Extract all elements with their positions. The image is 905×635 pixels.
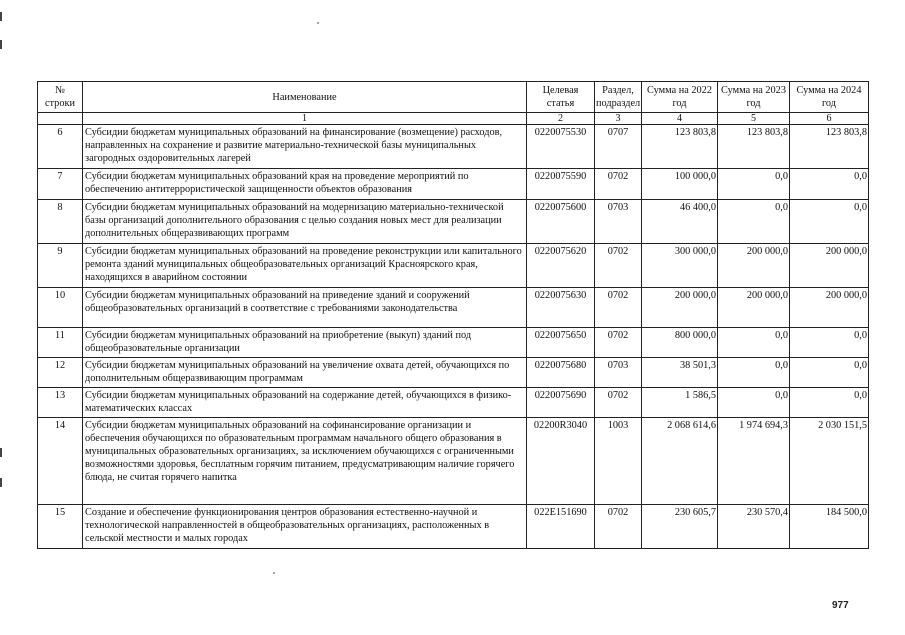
column-number: 1 (83, 113, 527, 125)
row-sum-2023: 0,0 (718, 388, 790, 418)
row-number: 13 (38, 388, 83, 418)
row-section: 0702 (595, 169, 642, 200)
row-sum-2023: 0,0 (718, 200, 790, 244)
row-section: 1003 (595, 418, 642, 505)
row-section: 0702 (595, 388, 642, 418)
row-sum-2024: 123 803,8 (790, 125, 869, 169)
header-row-no: № строки (38, 82, 83, 113)
row-sum-2022: 38 501,3 (642, 358, 718, 388)
row-number: 14 (38, 418, 83, 505)
scan-edge-mark (0, 448, 2, 457)
row-sum-2024: 184 500,0 (790, 505, 869, 549)
row-sum-2023: 200 000,0 (718, 288, 790, 328)
header-section: Раздел, подраздел (595, 82, 642, 113)
row-name: Субсидии бюджетам муниципальных образований на приведение зданий и сооружений общеобразовательных организаций в соответствие с требованиями законодательства (83, 288, 527, 328)
header-code: Целевая статья (527, 82, 595, 113)
row-name: Субсидии бюджетам муниципальных образований на содержание детей, обучающихся в физико-математических классах (83, 388, 527, 418)
header-sum-2023: Сумма на 2023 год (718, 82, 790, 113)
row-name: Субсидии бюджетам муниципальных образований на софинансирование организации и обеспечения обучающихся по образовательным программам начального общего образования в муниципальных образовательных организациях, за исключением обучающихся с ограниченными возможностями здоровья, бесплатным горячим питанием, предусматривающим наличие горячего блюда, не считая горячего напитка (83, 418, 527, 505)
scan-edge-mark (0, 40, 2, 49)
table-row (38, 244, 869, 288)
column-number: 2 (527, 113, 595, 125)
table-row (38, 418, 869, 505)
table-row (38, 125, 869, 169)
row-name: Субсидии бюджетам муниципальных образований на финансирование (возмещение) расходов, направленных на сохранение и развитие материально-технической базы муниципальных загородных оздоровительных лагерей (83, 125, 527, 169)
row-name: Субсидии бюджетам муниципальных образований на приобретение (выкуп) зданий под общеобразовательные организации (83, 328, 527, 358)
column-number: 4 (642, 113, 718, 125)
scan-edge-mark (0, 12, 2, 21)
row-section: 0702 (595, 505, 642, 549)
table-row (38, 288, 869, 328)
row-sum-2024: 0,0 (790, 169, 869, 200)
row-name: Субсидии бюджетам муниципальных образований на увеличение охвата детей, обучающихся по дополнительным общеразвивающим программам (83, 358, 527, 388)
row-sum-2024: 0,0 (790, 200, 869, 244)
row-sum-2023: 200 000,0 (718, 244, 790, 288)
row-sum-2024: 0,0 (790, 328, 869, 358)
table-row (38, 388, 869, 418)
page-number: 977 (832, 600, 849, 611)
row-sum-2023: 123 803,8 (718, 125, 790, 169)
row-sum-2022: 1 586,5 (642, 388, 718, 418)
row-section: 0702 (595, 244, 642, 288)
header-sum-2022: Сумма на 2022 год (642, 82, 718, 113)
row-sum-2022: 2 068 614,6 (642, 418, 718, 505)
row-name: Субсидии бюджетам муниципальных образований на модернизацию материально-технической базы организаций дополнительного образования с целью создания новых мест для реализации дополнительных общеразвивающих программ (83, 200, 527, 244)
row-code: 02200R3040 (527, 418, 595, 505)
row-code: 0220075600 (527, 200, 595, 244)
row-section: 0703 (595, 358, 642, 388)
row-sum-2022: 230 605,7 (642, 505, 718, 549)
row-name: Создание и обеспечение функционирования центров образования естественно-научной и технологической направленностей в общеобразовательных организациях, расположенных в сельской местности и малых городах (83, 505, 527, 549)
row-number: 11 (38, 328, 83, 358)
row-sum-2024: 2 030 151,5 (790, 418, 869, 505)
row-section: 0702 (595, 328, 642, 358)
row-sum-2023: 0,0 (718, 358, 790, 388)
row-section: 0707 (595, 125, 642, 169)
row-number: 10 (38, 288, 83, 328)
row-sum-2023: 1 974 694,3 (718, 418, 790, 505)
column-number-row (38, 113, 869, 125)
column-number: 6 (790, 113, 869, 125)
row-code: 0220075590 (527, 169, 595, 200)
row-number: 15 (38, 505, 83, 549)
row-number: 8 (38, 200, 83, 244)
row-code: 022E151690 (527, 505, 595, 549)
row-code: 0220075690 (527, 388, 595, 418)
scan-edge-mark (0, 478, 2, 487)
row-section: 0702 (595, 288, 642, 328)
row-name: Субсидии бюджетам муниципальных образований на проведение реконструкции или капитального ремонта зданий муниципальных общеобразовательных организаций Красноярского края, находящихся в аварийном состоянии (83, 244, 527, 288)
row-number: 9 (38, 244, 83, 288)
header-sum-2024: Сумма на 2024 год (790, 82, 869, 113)
row-sum-2023: 0,0 (718, 328, 790, 358)
table-row (38, 200, 869, 244)
row-sum-2022: 123 803,8 (642, 125, 718, 169)
row-code: 0220075620 (527, 244, 595, 288)
row-sum-2024: 0,0 (790, 358, 869, 388)
row-sum-2023: 230 570,4 (718, 505, 790, 549)
table-row (38, 328, 869, 358)
row-number: 7 (38, 169, 83, 200)
row-sum-2023: 0,0 (718, 169, 790, 200)
row-code: 0220075680 (527, 358, 595, 388)
column-number: 3 (595, 113, 642, 125)
row-name: Субсидии бюджетам муниципальных образований края на проведение мероприятий по обеспечению антитеррористической защищенности объектов образования (83, 169, 527, 200)
row-sum-2024: 0,0 (790, 388, 869, 418)
table-row (38, 169, 869, 200)
row-sum-2022: 46 400,0 (642, 200, 718, 244)
column-number-blank (38, 113, 83, 125)
column-number: 5 (718, 113, 790, 125)
row-code: 0220075530 (527, 125, 595, 169)
row-number: 6 (38, 125, 83, 169)
row-sum-2024: 200 000,0 (790, 244, 869, 288)
scan-speck (317, 22, 319, 24)
row-sum-2022: 300 000,0 (642, 244, 718, 288)
row-sum-2022: 800 000,0 (642, 328, 718, 358)
row-number: 12 (38, 358, 83, 388)
row-code: 0220075630 (527, 288, 595, 328)
header-name: Наименование (83, 82, 527, 113)
row-sum-2022: 100 000,0 (642, 169, 718, 200)
row-sum-2024: 200 000,0 (790, 288, 869, 328)
table-row (38, 505, 869, 549)
row-sum-2022: 200 000,0 (642, 288, 718, 328)
row-section: 0703 (595, 200, 642, 244)
budget-table (37, 81, 869, 549)
scan-speck (273, 572, 275, 574)
header-row (38, 82, 869, 113)
row-code: 0220075650 (527, 328, 595, 358)
table-row (38, 358, 869, 388)
